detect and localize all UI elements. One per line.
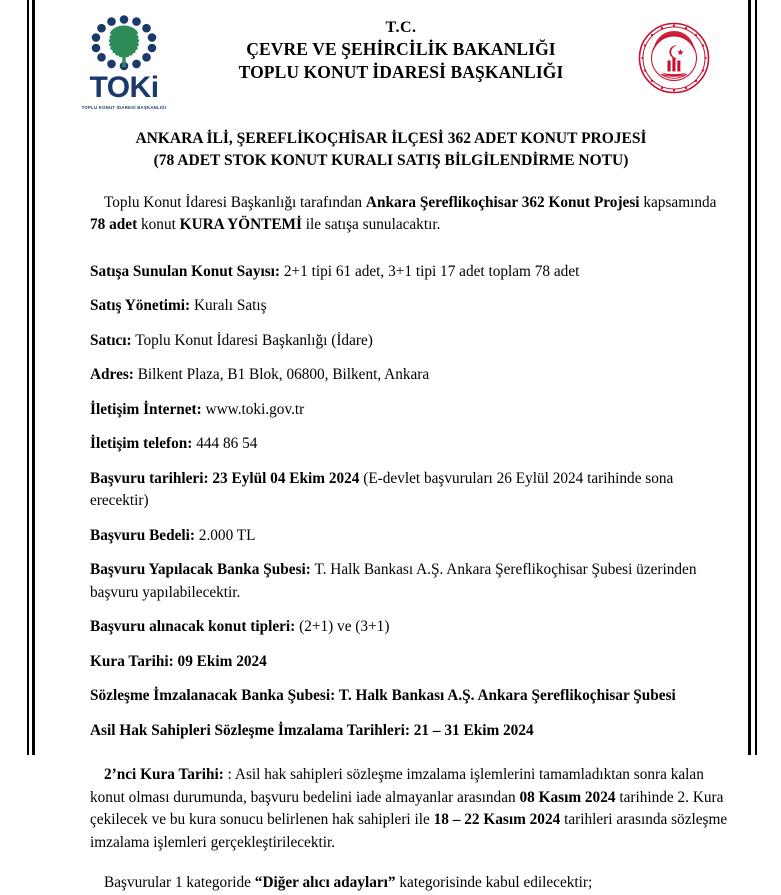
intro-text-1: Toplu Konut İdaresi Başkanlığı tarafından <box>104 194 366 211</box>
toki-logo <box>68 8 180 110</box>
field-konut-tipleri-value: (2+1) ve (3+1) <box>295 618 390 636</box>
ministry-heading <box>180 8 622 83</box>
intro-text-2: kapsamında <box>639 194 717 211</box>
field-internet-label: İletişim İnternet: <box>90 400 202 418</box>
field-internet-value: www.toki.gov.tr <box>201 400 305 418</box>
field-telefon <box>90 433 728 455</box>
field-banka-subesi-value: T. Halk Bankası A.Ş. Ankara Şereflikoçhisar Şubesi üzerinden başvuru yapılabilecektir. <box>90 561 697 601</box>
intro-project-name: Ankara Şereflikoçhisar 362 Konut Projesi <box>365 194 640 211</box>
masthead <box>40 0 742 108</box>
toki-logo-subtitle: TOPLU KONUT İDARESİ BAŞKANLIĞI <box>81 105 167 110</box>
footer-note <box>40 872 742 894</box>
field-sozlesme-banka-label: Sözleşme İmzalanacak Banka Şubesi: T. Halk Bankası A.Ş. Ankara Şereflikoçhisar Şubesi <box>90 687 676 705</box>
field-telefon-label: İletişim telefon: <box>90 435 193 453</box>
field-basvuru-tarihleri <box>90 468 728 513</box>
field-telefon-value: 444 86 54 <box>192 435 258 453</box>
field-banka-subesi <box>90 559 728 604</box>
ministry-emblem-wrap <box>622 8 726 94</box>
second-lottery-text-3: tarihleri arasında sözleşme imzalama işlemleri gerçekleştirilecektir. <box>90 811 728 851</box>
intro-text-3: konut <box>137 216 180 234</box>
field-basvuru-bedeli-label: Başvuru Bedeli: <box>90 526 195 544</box>
second-lottery-date-2: 18 – 22 Kasım 2024 <box>433 811 561 829</box>
field-adres-value: Bilkent Plaza, B1 Blok, 06800, Bilkent, Ankara <box>133 366 430 384</box>
second-lottery-label: 2’nci Kura Tarihi: <box>104 766 228 784</box>
field-asil-hak-sahipleri-label: Asil Hak Sahipleri Sözleşme İmzalama Tarihleri: 21 – 31 Ekim 2024 <box>90 721 534 739</box>
field-basvuru-tarihleri-label: Başvuru tarihleri: <box>90 469 209 487</box>
intro-paragraph <box>90 192 728 237</box>
footer-category-name: “Diğer alıcı adayları” <box>254 874 396 892</box>
field-satis-yonetimi <box>90 295 728 317</box>
field-satici <box>90 330 728 352</box>
page-border-left-inner <box>32 0 35 755</box>
field-internet <box>90 399 728 421</box>
toki-wordmark: TOKi <box>89 71 159 104</box>
heading-line-tc: T.C. <box>385 19 417 36</box>
field-satici-value: Toplu Konut İdaresi Başkanlığı (İdare) <box>131 331 373 349</box>
footer-text-1: Başvurular 1 kategoride <box>104 874 255 892</box>
second-lottery-date-1: 08 Kasım 2024 <box>519 788 616 806</box>
heading-line-ministry: ÇEVRE VE ŞEHİRCİLİK BAKANLIĞI <box>246 39 556 60</box>
field-adres-label: Adres: <box>90 366 134 384</box>
field-konut-tipleri-label: Başvuru alınacak konut tipleri: <box>90 618 296 636</box>
ministry-seal-icon <box>638 22 710 94</box>
field-konut-sayisi <box>90 261 728 283</box>
page-border-left-outer <box>27 0 29 755</box>
field-kura-tarihi <box>90 651 728 673</box>
toki-tree-emblem-icon <box>85 14 163 72</box>
field-satis-yonetimi-label: Satış Yönetimi: <box>90 297 191 315</box>
field-banka-subesi-label: Başvuru Yapılacak Banka Şubesi: <box>90 561 311 579</box>
body-spacer-1 <box>90 251 728 261</box>
field-konut-sayisi-label: Satışa Sunulan Konut Sayısı: <box>90 262 281 280</box>
intro-method: KURA YÖNTEMİ <box>179 216 302 234</box>
field-basvuru-bedeli <box>90 525 728 547</box>
document-title-line-1: ANKARA İLİ, ŞEREFLİKOÇHİSAR İLÇESİ 362 ADET KONUT PROJESİ <box>135 130 647 147</box>
second-lottery-paragraph <box>90 764 728 854</box>
second-lottery-text-1: : Asil hak sahipleri sözleşme imzalama işlemlerini tamamladıktan sonra kalan konut olması durumunda, başvuru bedelini iade almayanlar arasından <box>90 766 704 806</box>
document-title-line-2: (78 ADET STOK KONUT KURALI SATIŞ BİLGİLENDİRME NOTU) <box>153 152 629 169</box>
page-border-right-inner <box>748 0 751 755</box>
field-sozlesme-banka <box>90 685 728 707</box>
field-konut-tipleri <box>90 616 728 638</box>
field-adres <box>90 364 728 386</box>
field-basvuru-bedeli-value: 2.000 TL <box>194 526 256 544</box>
intro-text-4: ile satışa sunulacaktır. <box>301 216 441 234</box>
second-lottery-text-2: tarihinde 2. Kura çekilecek ve bu kura sonucu belirlenen hak sahipleri ile <box>90 788 724 829</box>
document-content <box>40 0 742 892</box>
field-kura-tarihi-label: Kura Tarihi: 09 Ekim 2024 <box>90 652 267 670</box>
intro-unit-count: 78 adet <box>90 216 138 234</box>
field-konut-sayisi-value: 2+1 tipi 61 adet, 3+1 tipi 17 adet toplam 78 adet <box>280 262 580 280</box>
field-asil-hak-sahipleri <box>90 720 728 742</box>
field-satici-label: Satıcı: <box>90 331 132 349</box>
document-title <box>40 128 742 172</box>
footer-text-2: kategorisinde kabul edilecektir; <box>395 874 593 892</box>
field-basvuru-tarihleri-dates: 23 Eylül 04 Ekim 2024 <box>208 469 360 487</box>
field-basvuru-tarihleri-note: (E-devlet başvuruları 26 Eylül 2024 tarihinde sona erecektir) <box>90 469 674 510</box>
body-spacer-2 <box>90 754 728 764</box>
page-border-right-outer <box>755 0 757 755</box>
field-satis-yonetimi-value: Kuralı Satış <box>190 297 267 315</box>
heading-line-agency: TOPLU KONUT İDARESİ BAŞKANLIĞI <box>238 61 564 82</box>
